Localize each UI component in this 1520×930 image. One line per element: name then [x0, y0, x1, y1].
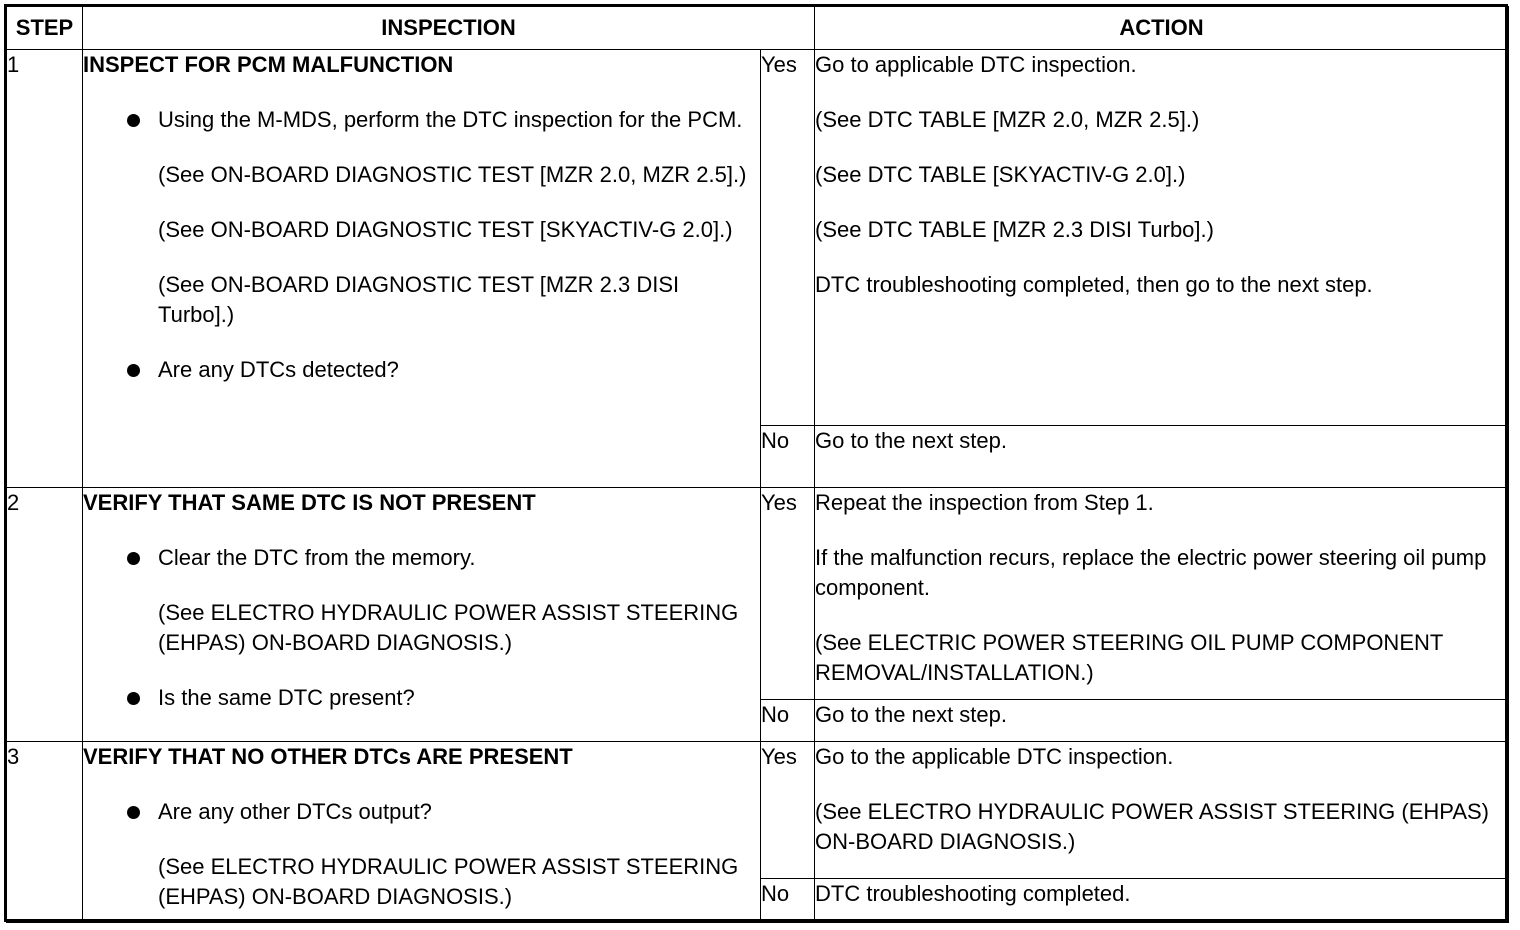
bullet-text: Is the same DTC present?	[158, 685, 415, 710]
yes-action-cell	[815, 50, 1509, 426]
yes-action-cell	[815, 742, 1509, 879]
yes-label: Yes	[761, 488, 815, 700]
no-action: Go to the next step.	[815, 426, 1509, 488]
table-row	[7, 742, 1509, 879]
table-row	[7, 488, 1509, 700]
header-row	[7, 7, 1509, 50]
diagnostic-table	[6, 6, 1509, 923]
bullet-item	[83, 543, 760, 573]
bullet-icon	[127, 806, 140, 819]
bullet-text: Are any other DTCs output?	[158, 799, 432, 824]
bullet-item	[83, 355, 760, 385]
step-number: 1	[7, 50, 83, 488]
bullet-icon	[127, 692, 140, 705]
bullet-icon	[127, 114, 140, 127]
yes-label: Yes	[761, 742, 815, 879]
action-text: (See DTC TABLE [SKYACTIV-G 2.0].)	[815, 162, 1186, 187]
step-title: VERIFY THAT SAME DTC IS NOT PRESENT	[83, 490, 536, 515]
reference-text: (See ELECTRO HYDRAULIC POWER ASSIST STEERING (EHPAS) ON-BOARD DIAGNOSIS.)	[158, 600, 739, 655]
bullet-item	[83, 683, 760, 713]
action-text: If the malfunction recurs, replace the electric power steering oil pump component.	[815, 545, 1487, 600]
action-text: Go to applicable DTC inspection.	[815, 52, 1137, 77]
no-label: No	[761, 700, 815, 742]
step-number: 3	[7, 742, 83, 923]
action-text: (See DTC TABLE [MZR 2.0, MZR 2.5].)	[815, 107, 1200, 132]
no-action: DTC troubleshooting completed.	[815, 879, 1509, 923]
header-inspection: INSPECTION	[83, 7, 815, 50]
inspection-cell	[83, 488, 761, 742]
action-text: (See DTC TABLE [MZR 2.3 DISI Turbo].)	[815, 217, 1214, 242]
header-action: ACTION	[815, 7, 1509, 50]
yes-label: Yes	[761, 50, 815, 426]
bullet-icon	[127, 364, 140, 377]
reference-text: (See ELECTRO HYDRAULIC POWER ASSIST STEERING (EHPAS) ON-BOARD DIAGNOSIS.)	[158, 854, 739, 909]
header-step: STEP	[7, 7, 83, 50]
bullet-item	[83, 797, 760, 827]
reference-text: (See ON-BOARD DIAGNOSTIC TEST [MZR 2.0, MZR 2.5].)	[158, 162, 747, 187]
no-label: No	[761, 879, 815, 923]
no-action: Go to the next step.	[815, 700, 1509, 742]
action-text: Repeat the inspection from Step 1.	[815, 490, 1154, 515]
action-text: (See ELECTRIC POWER STEERING OIL PUMP COMPONENT REMOVAL/INSTALLATION.)	[815, 630, 1443, 685]
action-text: (See ELECTRO HYDRAULIC POWER ASSIST STEERING (EHPAS) ON-BOARD DIAGNOSIS.)	[815, 799, 1489, 854]
bullet-item	[83, 105, 760, 135]
bullet-icon	[127, 552, 140, 565]
yes-action-cell	[815, 488, 1509, 700]
action-text: DTC troubleshooting completed, then go to the next step.	[815, 272, 1373, 297]
step-title: VERIFY THAT NO OTHER DTCs ARE PRESENT	[83, 744, 573, 769]
bullet-text: Clear the DTC from the memory.	[158, 545, 476, 570]
no-label: No	[761, 426, 815, 488]
inspection-cell	[83, 742, 761, 923]
bullet-text: Using the M-MDS, perform the DTC inspection for the PCM.	[158, 107, 743, 132]
reference-text: (See ON-BOARD DIAGNOSTIC TEST [SKYACTIV-G 2.0].)	[158, 217, 733, 242]
inspection-cell	[83, 50, 761, 488]
table-row	[7, 50, 1509, 426]
bullet-text: Are any DTCs detected?	[158, 357, 399, 382]
action-text: Go to the applicable DTC inspection.	[815, 744, 1174, 769]
step-number: 2	[7, 488, 83, 742]
step-title: INSPECT FOR PCM MALFUNCTION	[83, 52, 454, 77]
reference-text: (See ON-BOARD DIAGNOSTIC TEST [MZR 2.3 DISI Turbo].)	[158, 272, 680, 327]
